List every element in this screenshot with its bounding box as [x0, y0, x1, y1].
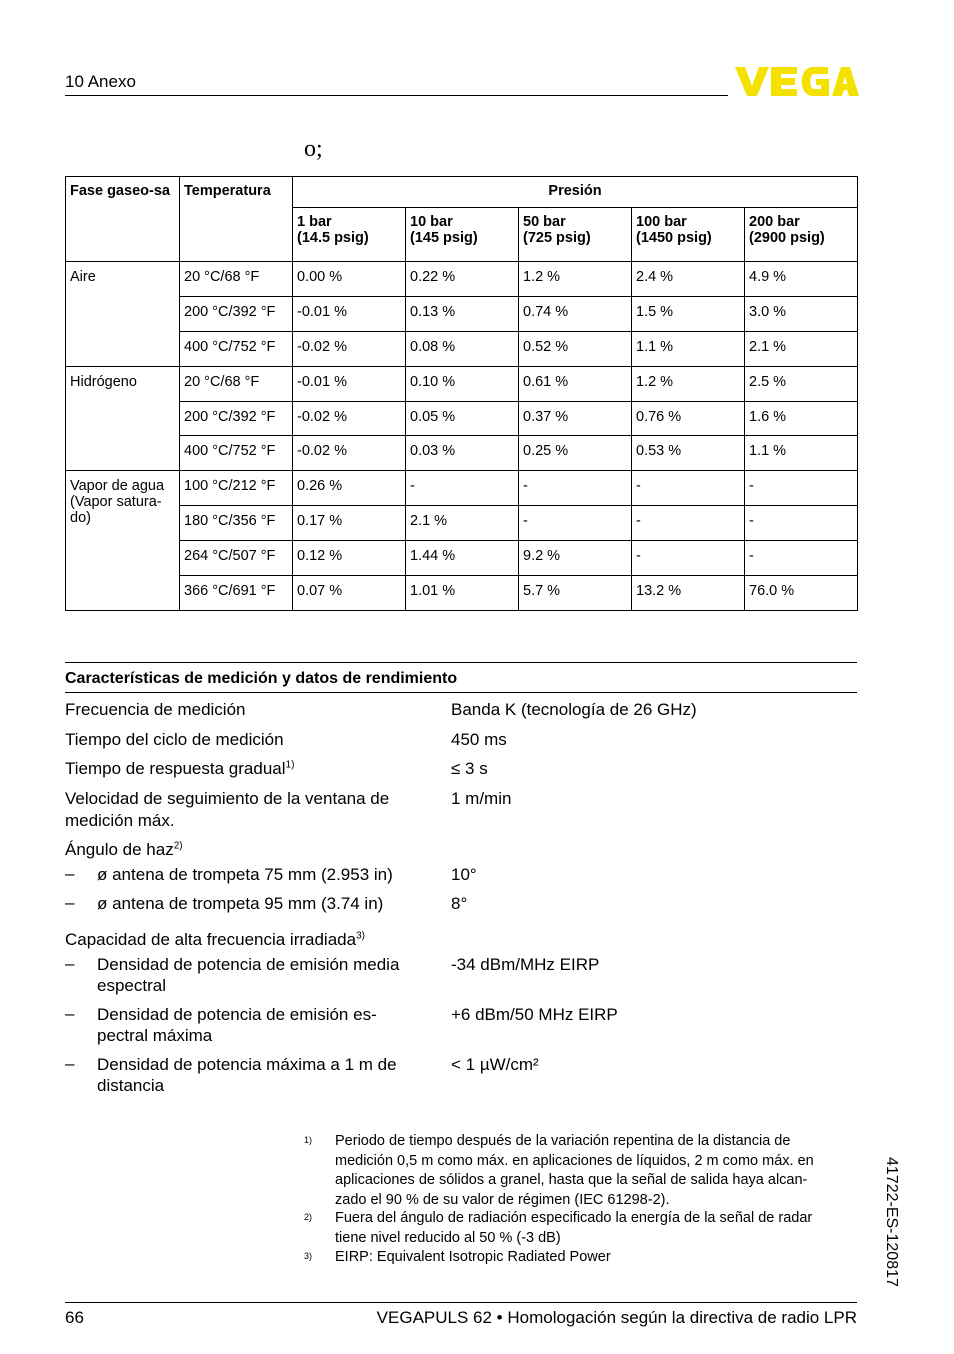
deviation-cell: 0.12 % — [293, 541, 406, 576]
deviation-cell: 1.1 % — [745, 436, 858, 471]
deviation-cell: 0.17 % — [293, 506, 406, 541]
header-section: 10 Anexo — [65, 72, 136, 91]
footer-rule — [65, 1302, 857, 1303]
deviation-cell: -0.02 % — [293, 401, 406, 436]
footnote-1-text — [335, 1132, 859, 1210]
deviation-cell: 1.5 % — [632, 296, 745, 331]
temperature-cell: 20 °C/68 °F — [180, 366, 293, 401]
table-row — [66, 471, 858, 506]
step-footnote-ref: 1) — [285, 759, 295, 771]
track-value: 1 m/min — [451, 789, 512, 808]
dash-marker: – — [65, 1004, 75, 1023]
deviation-cell: - — [745, 471, 858, 506]
footnote-line: zado el 90 % de su valor de régimen (IEC 61298-2). — [335, 1191, 670, 1208]
deviation-cell: 1.2 % — [519, 262, 632, 297]
page-number: 66 — [65, 1308, 84, 1327]
document-code: 41722-ES-120817 — [883, 1157, 900, 1287]
deviation-cell: - — [519, 506, 632, 541]
pressure-line1: 100 bar — [636, 214, 687, 230]
stray-text: o; — [304, 136, 323, 162]
deviation-cell: 0.05 % — [406, 401, 519, 436]
beam-95-value: 8° — [451, 894, 468, 913]
deviation-cell: 2.1 % — [406, 506, 519, 541]
temperature-cell: 200 °C/392 °F — [180, 401, 293, 436]
deviation-cell: - — [519, 471, 632, 506]
freq-label: Frecuencia de medición — [65, 700, 246, 719]
pressure-line2: (145 psig) — [410, 230, 478, 246]
deviation-cell: 2.5 % — [745, 366, 858, 401]
deviation-cell: 2.4 % — [632, 262, 745, 297]
deviation-cell: - — [745, 506, 858, 541]
cycle-value: 450 ms — [451, 730, 507, 749]
vega-logo — [735, 64, 859, 98]
deviation-cell: 2.1 % — [745, 331, 858, 366]
deviation-cell: 0.25 % — [519, 436, 632, 471]
table-row — [66, 366, 858, 401]
hf-max-value: +6 dBm/50 MHz EIRP — [451, 1005, 618, 1024]
deviation-cell: 0.08 % — [406, 331, 519, 366]
spec-top-rule — [65, 662, 857, 663]
col-phase-header: Fase gaseo-sa — [66, 177, 180, 262]
footnote-line: medición 0,5 m como máx. en aplicaciones de líquidos, 2 m como máx. en — [335, 1152, 814, 1169]
deviation-cell: 9.2 % — [519, 541, 632, 576]
deviation-cell: - — [632, 506, 745, 541]
hf-mean-label-line1: Densidad de potencia de emisión media — [97, 955, 400, 974]
spec-sub-rule — [65, 692, 857, 693]
temperature-cell: 20 °C/68 °F — [180, 262, 293, 297]
cycle-label: Tiempo del ciclo de medición — [65, 730, 284, 749]
hf-mean-label-line2: espectral — [97, 976, 166, 995]
header-rule — [65, 95, 728, 96]
deviation-cell: 0.00 % — [293, 262, 406, 297]
deviation-cell: 1.01 % — [406, 576, 519, 611]
footnote-line: aplicaciones de sólidos a granel, hasta que la señal de salida haya alcan- — [335, 1172, 808, 1188]
pressure-header-1 — [406, 208, 519, 262]
temperature-cell: 366 °C/691 °F — [180, 576, 293, 611]
hf-label-text: Capacidad de alta frecuencia irradiada — [65, 930, 357, 949]
deviation-cell: 0.03 % — [406, 436, 519, 471]
table-row — [66, 541, 858, 576]
temperature-cell: 264 °C/507 °F — [180, 541, 293, 576]
deviation-cell: 0.76 % — [632, 401, 745, 436]
deviation-cell: 0.22 % — [406, 262, 519, 297]
table-row — [66, 296, 858, 331]
step-label — [65, 758, 294, 779]
pressure-line1: 50 bar — [523, 214, 566, 230]
pressure-line2: (14.5 psig) — [297, 230, 369, 246]
beam-label — [65, 839, 183, 860]
footnote-3-number: 3) — [304, 1251, 313, 1261]
deviation-cell: 0.26 % — [293, 471, 406, 506]
beam-label-text: Ángulo de haz — [65, 840, 174, 859]
deviation-cell: -0.02 % — [293, 331, 406, 366]
pressure-line2: (2900 psig) — [749, 230, 825, 246]
hf-max-label-line1: Densidad de potencia de emisión es- — [97, 1005, 377, 1024]
deviation-cell: 76.0 % — [745, 576, 858, 611]
footnote-line: Fuera del ángulo de radiación especificado la energía de la señal de radar — [335, 1210, 813, 1226]
hf-1m-value: < 1 µW/cm² — [451, 1055, 539, 1074]
deviation-cell: 4.9 % — [745, 262, 858, 297]
deviation-cell: 1.1 % — [632, 331, 745, 366]
gas-phase-table — [65, 176, 858, 611]
pressure-header-3 — [632, 208, 745, 262]
table-row — [66, 331, 858, 366]
pressure-header-2 — [519, 208, 632, 262]
footer-title: VEGAPULS 62 • Homologación según la directiva de radio LPR — [376, 1308, 857, 1327]
temperature-cell: 200 °C/392 °F — [180, 296, 293, 331]
pressure-line1: 200 bar — [749, 214, 800, 230]
deviation-cell: 0.07 % — [293, 576, 406, 611]
pressure-line2: (1450 psig) — [636, 230, 712, 246]
footnote-line: Periodo de tiempo después de la variación repentina de la distancia de — [335, 1133, 791, 1149]
temperature-cell: 400 °C/752 °F — [180, 331, 293, 366]
deviation-cell: - — [632, 471, 745, 506]
pressure-line2: (725 psig) — [523, 230, 591, 246]
pressure-header-0 — [293, 208, 406, 262]
spec-title: Características de medición y datos de rendimiento — [65, 670, 458, 687]
table-row — [66, 262, 858, 297]
dash-marker: – — [65, 893, 75, 912]
deviation-cell: 0.13 % — [406, 296, 519, 331]
deviation-cell: 13.2 % — [632, 576, 745, 611]
table-row — [66, 401, 858, 436]
deviation-cell: 5.7 % — [519, 576, 632, 611]
deviation-cell: - — [632, 541, 745, 576]
deviation-cell: - — [406, 471, 519, 506]
deviation-cell: -0.01 % — [293, 296, 406, 331]
col-temp-header: Temperatura — [180, 177, 293, 262]
deviation-cell: 0.74 % — [519, 296, 632, 331]
hf-max-label-line2: pectral máxima — [97, 1026, 213, 1045]
hf-label — [65, 929, 365, 950]
footnote-line: tiene nivel reducido al 50 % (-3 dB) — [335, 1229, 561, 1246]
footnote-2-number: 2) — [304, 1212, 313, 1222]
hf-1m-label-line1: Densidad de potencia máxima a 1 m de — [97, 1055, 397, 1074]
deviation-cell: 0.52 % — [519, 331, 632, 366]
deviation-cell: 0.53 % — [632, 436, 745, 471]
dash-marker: – — [65, 864, 75, 883]
beam-75-value: 10° — [451, 865, 477, 884]
gas-phase-cell: Vapor de agua (Vapor satura-do) — [66, 471, 180, 611]
freq-value: Banda K (tecnología de 26 GHz) — [451, 700, 697, 719]
hf-1m-label-line2: distancia — [97, 1076, 165, 1095]
gas-phase-cell: Aire — [66, 262, 180, 367]
deviation-cell: 3.0 % — [745, 296, 858, 331]
table-row — [66, 576, 858, 611]
pressure-line1: 10 bar — [410, 214, 453, 230]
track-label-line1: Velocidad de seguimiento de la ventana de — [65, 789, 390, 808]
pressure-line1: 1 bar — [297, 214, 332, 230]
deviation-cell: -0.01 % — [293, 366, 406, 401]
track-label-line2: medición máx. — [65, 811, 175, 830]
footnote-2-text — [335, 1209, 859, 1248]
deviation-cell: 0.61 % — [519, 366, 632, 401]
deviation-cell: 0.37 % — [519, 401, 632, 436]
temperature-cell: 100 °C/212 °F — [180, 471, 293, 506]
step-value: ≤ 3 s — [451, 759, 488, 778]
gas-phase-cell: Hidrógeno — [66, 366, 180, 471]
pressure-header-4 — [745, 208, 858, 262]
footnote-1-number: 1) — [304, 1135, 313, 1145]
beam-75-label: ø antena de trompeta 75 mm (2.953 in) — [97, 865, 393, 884]
dash-marker: – — [65, 1054, 75, 1073]
table-row — [66, 436, 858, 471]
step-label-text: Tiempo de respuesta gradual — [65, 759, 286, 778]
deviation-cell: 1.44 % — [406, 541, 519, 576]
hf-footnote-ref: 3) — [356, 930, 365, 942]
footnote-3-text — [335, 1248, 859, 1268]
beam-95-label: ø antena de trompeta 95 mm (3.74 in) — [97, 894, 384, 913]
table-row — [66, 506, 858, 541]
deviation-cell: - — [745, 541, 858, 576]
deviation-cell: -0.02 % — [293, 436, 406, 471]
deviation-cell: 0.10 % — [406, 366, 519, 401]
dash-marker: – — [65, 954, 75, 973]
footnote-line: EIRP: Equivalent Isotropic Radiated Power — [335, 1249, 611, 1265]
temperature-cell: 400 °C/752 °F — [180, 436, 293, 471]
deviation-cell: 1.2 % — [632, 366, 745, 401]
hf-mean-value: -34 dBm/MHz EIRP — [451, 955, 600, 974]
col-pressure-header: Presión — [293, 177, 858, 208]
temperature-cell: 180 °C/356 °F — [180, 506, 293, 541]
beam-footnote-ref: 2) — [173, 840, 183, 852]
deviation-cell: 1.6 % — [745, 401, 858, 436]
